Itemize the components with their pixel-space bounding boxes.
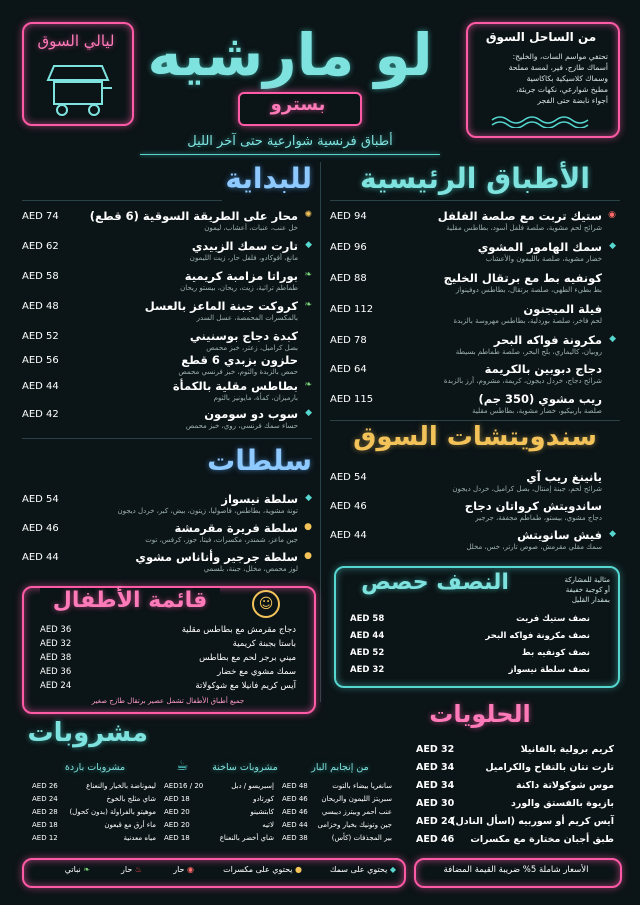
bistro-subtitle: بسترو [270,94,326,115]
menu-item: دجاج دبوبين بالكريمة شرائح دجاج، خردل ديجون، كريمة، مشروم، أرز بالزبدة AED 64 [330,362,602,385]
half-portions-note: أو كوجبة خفيفة [565,586,610,594]
leaf-icon: ❧ [304,300,312,310]
fish-icon: ◆ [609,334,616,344]
menu-item: ◆ سلطة نيسواز تونة مشوية، بطاطس، فاصوليا، زيتون، بيض، كبر، خردل ديجون AED 54 [22,492,312,515]
menu-item: ريب مشوي (350 جم) صلصة باربيكيو، خضار مشوية، بطاطس مقلية AED 115 [330,392,602,415]
market-nights-label: ليالي السوق [37,32,115,50]
sandwiches-heading: سندويتشات السوق [353,422,597,452]
coast-box-line: أسماك طازج، فير، لمسة مملحة [508,63,608,72]
smiley-icon: ☺ [252,590,280,618]
mains-rule [330,200,620,201]
menu-item: ◆ سوب دو سومون حساء سمك فرنسي، روي، خبز محمص AED 42 [22,407,312,430]
coast-box-line: وسماك كلاسيكية بكاكاسية [526,74,608,83]
leaf-icon: ❧ [83,865,90,874]
vat-note: الأسعار شاملة 5% ضريبة القيمة المضافة [443,865,589,875]
menu-item: ● سلطة فريرة مقرمشة جبن ماعز، شمندر، مكسرات، فيتا، جوز، كرفس، توت AED 46 [22,521,312,544]
fish-icon: ◆ [389,865,396,874]
menu-item: ✺ محار على الطريقة السوقية (6 قطع) خل عنب، عنبات، أعشاب، ليمون AED 74 [22,209,312,232]
waves-icon [490,112,590,128]
drinks-heading: مشروبات [27,718,148,748]
legend-nuts: ● يحتوي على مكسرات [223,865,302,874]
desserts-heading: الحلويات [429,700,531,728]
shell-icon: ✺ [304,210,312,220]
fish-icon: ◆ [305,408,312,418]
starters-heading: للبداية [225,162,312,195]
nut-icon: ● [304,522,312,532]
half-portions-note: مثالية للمشاركة [564,576,610,584]
section-rule [22,438,312,439]
menu-item: ◆ سمك الهامور المشوي خضار مشوية، صلصة بالليمون والأعشاب AED 96 [330,240,616,263]
nut-icon: ● [304,551,312,561]
menu-item: ❧ بوراتا مزامبة كريمية طماطم تراثية، زيت، ريحان، بيستو ريحان AED 58 [22,269,312,292]
coast-box-line: مطبخ شوارعي، نكهات جريئة، [515,85,608,94]
kids-note: جميع أطباق الأطفال تشمل عصير برتقال طازج صغير [91,697,245,705]
menu-item: ❧ بطاطس مقلية بالكمأة بارميزان، كمأة، مايونيز بالثوم AED 44 [22,379,312,402]
nut-icon: ● [295,865,302,874]
chili-icon: ♨ [134,865,142,874]
leaf-icon: ❧ [304,270,312,280]
legend-fish: ◆ يحتوي على سمك [329,865,396,874]
half-portions-heading: النصف حصص [361,570,509,595]
drinks-cold-title: مشروبات باردة [64,762,126,773]
mains-heading: الأطباق الرئيسية [360,162,590,195]
food-cart-icon [40,58,116,118]
menu-item: ◉ ستيك تربت مع صلصة الفلفل شرائح لحم مشوية، صلصة فلفل أسود، بطاطس مقلية AED 94 [330,209,616,232]
meat-icon: ◉ [608,210,616,220]
menu-item: ◆ مكرونة فواكه البحر روبيان، كاليماري، بلح البحر، صلصة طماطم بسيطة AED 78 [330,333,616,356]
drinks-bar-title: من إنجابم البار [311,762,369,773]
drinks-hot-title: مشروبات ساخنة [212,762,278,773]
cup-icon: ☕ [176,758,189,774]
menu-item: حلزون بزبدي 6 قطع حمص بالزبدة والثوم، خبز فرنسي محمص AED 56 [22,353,298,376]
half-portions-note: بمقدار القليل [571,596,610,604]
fish-icon: ◆ [609,241,616,251]
menu-item: يانينغ ريب آي شرائح لحم، جبنة إمنتال، بصل كراميل، خردل ديجون AED 54 [330,470,602,493]
legend-hot: ◉ حار [173,865,194,874]
menu-item: ◆ تارت سمك الزبيدي مانغ، أفوكادو، فلفل حار، زيت الليمون AED 62 [22,239,312,262]
menu-item: ◆ فيش سانويتش سمك مقلي مقرمش، صوص تارتر، خس، مخلل AED 44 [330,528,616,551]
menu-item: كونفيه بط مع برتقال الخليج بط بطيء الطهي، صلصة برتقال، بطاطس دوفينواز AED 88 [330,271,602,294]
coast-box-title: من الساحل السوق [485,30,597,44]
coast-box-line: تحتفي مواسم السات، والخليج: [512,52,608,61]
restaurant-title: لو مارشيه [147,21,433,89]
fish-icon: ◆ [609,529,616,539]
tagline-underline [140,154,440,155]
menu-item: كبدة دجاج بوسنيني بصل كراميل، زعتر، خبز محمص AED 52 [22,329,298,352]
salads-heading: سلطات [207,444,312,477]
fish-icon: ◆ [305,493,312,503]
fish-icon: ◆ [305,240,312,250]
coast-box-line: أجواء نابضة حتى الفجر [537,96,608,105]
section-rule [330,420,620,421]
menu-item: ساندويتش كرواتان دجاج دجاج مشوي، بيستو، طماطم مجففة، جرجير AED 46 [330,499,602,522]
kids-heading: قائمة الأطفال [40,588,220,613]
legend-spicy: ♨ حار [121,865,142,874]
menu-item: فيلة الميجنون لحم فاخر، صلصة بوردلية، بطاطس مهروسة بالزبدة AED 112 [330,302,602,325]
starters-rule [22,200,222,201]
leaf-icon: ❧ [304,380,312,390]
menu-item: ❧ كروكت جبنة الماعز بالعسل بالمكسرات المحمصة، عسل السدر AED 48 [22,299,312,322]
column-divider [320,162,321,702]
menu-item: ● سلطة جرجير وأناناس مشوي لوز محمص، مخلل، جبنة، بلسمي AED 44 [22,550,312,573]
meat-icon: ◉ [187,865,194,874]
legend-veg: ❧ نباتي [64,865,90,874]
tagline: أطباق فرنسية شوارعية حتى آخر الليل [187,134,393,149]
